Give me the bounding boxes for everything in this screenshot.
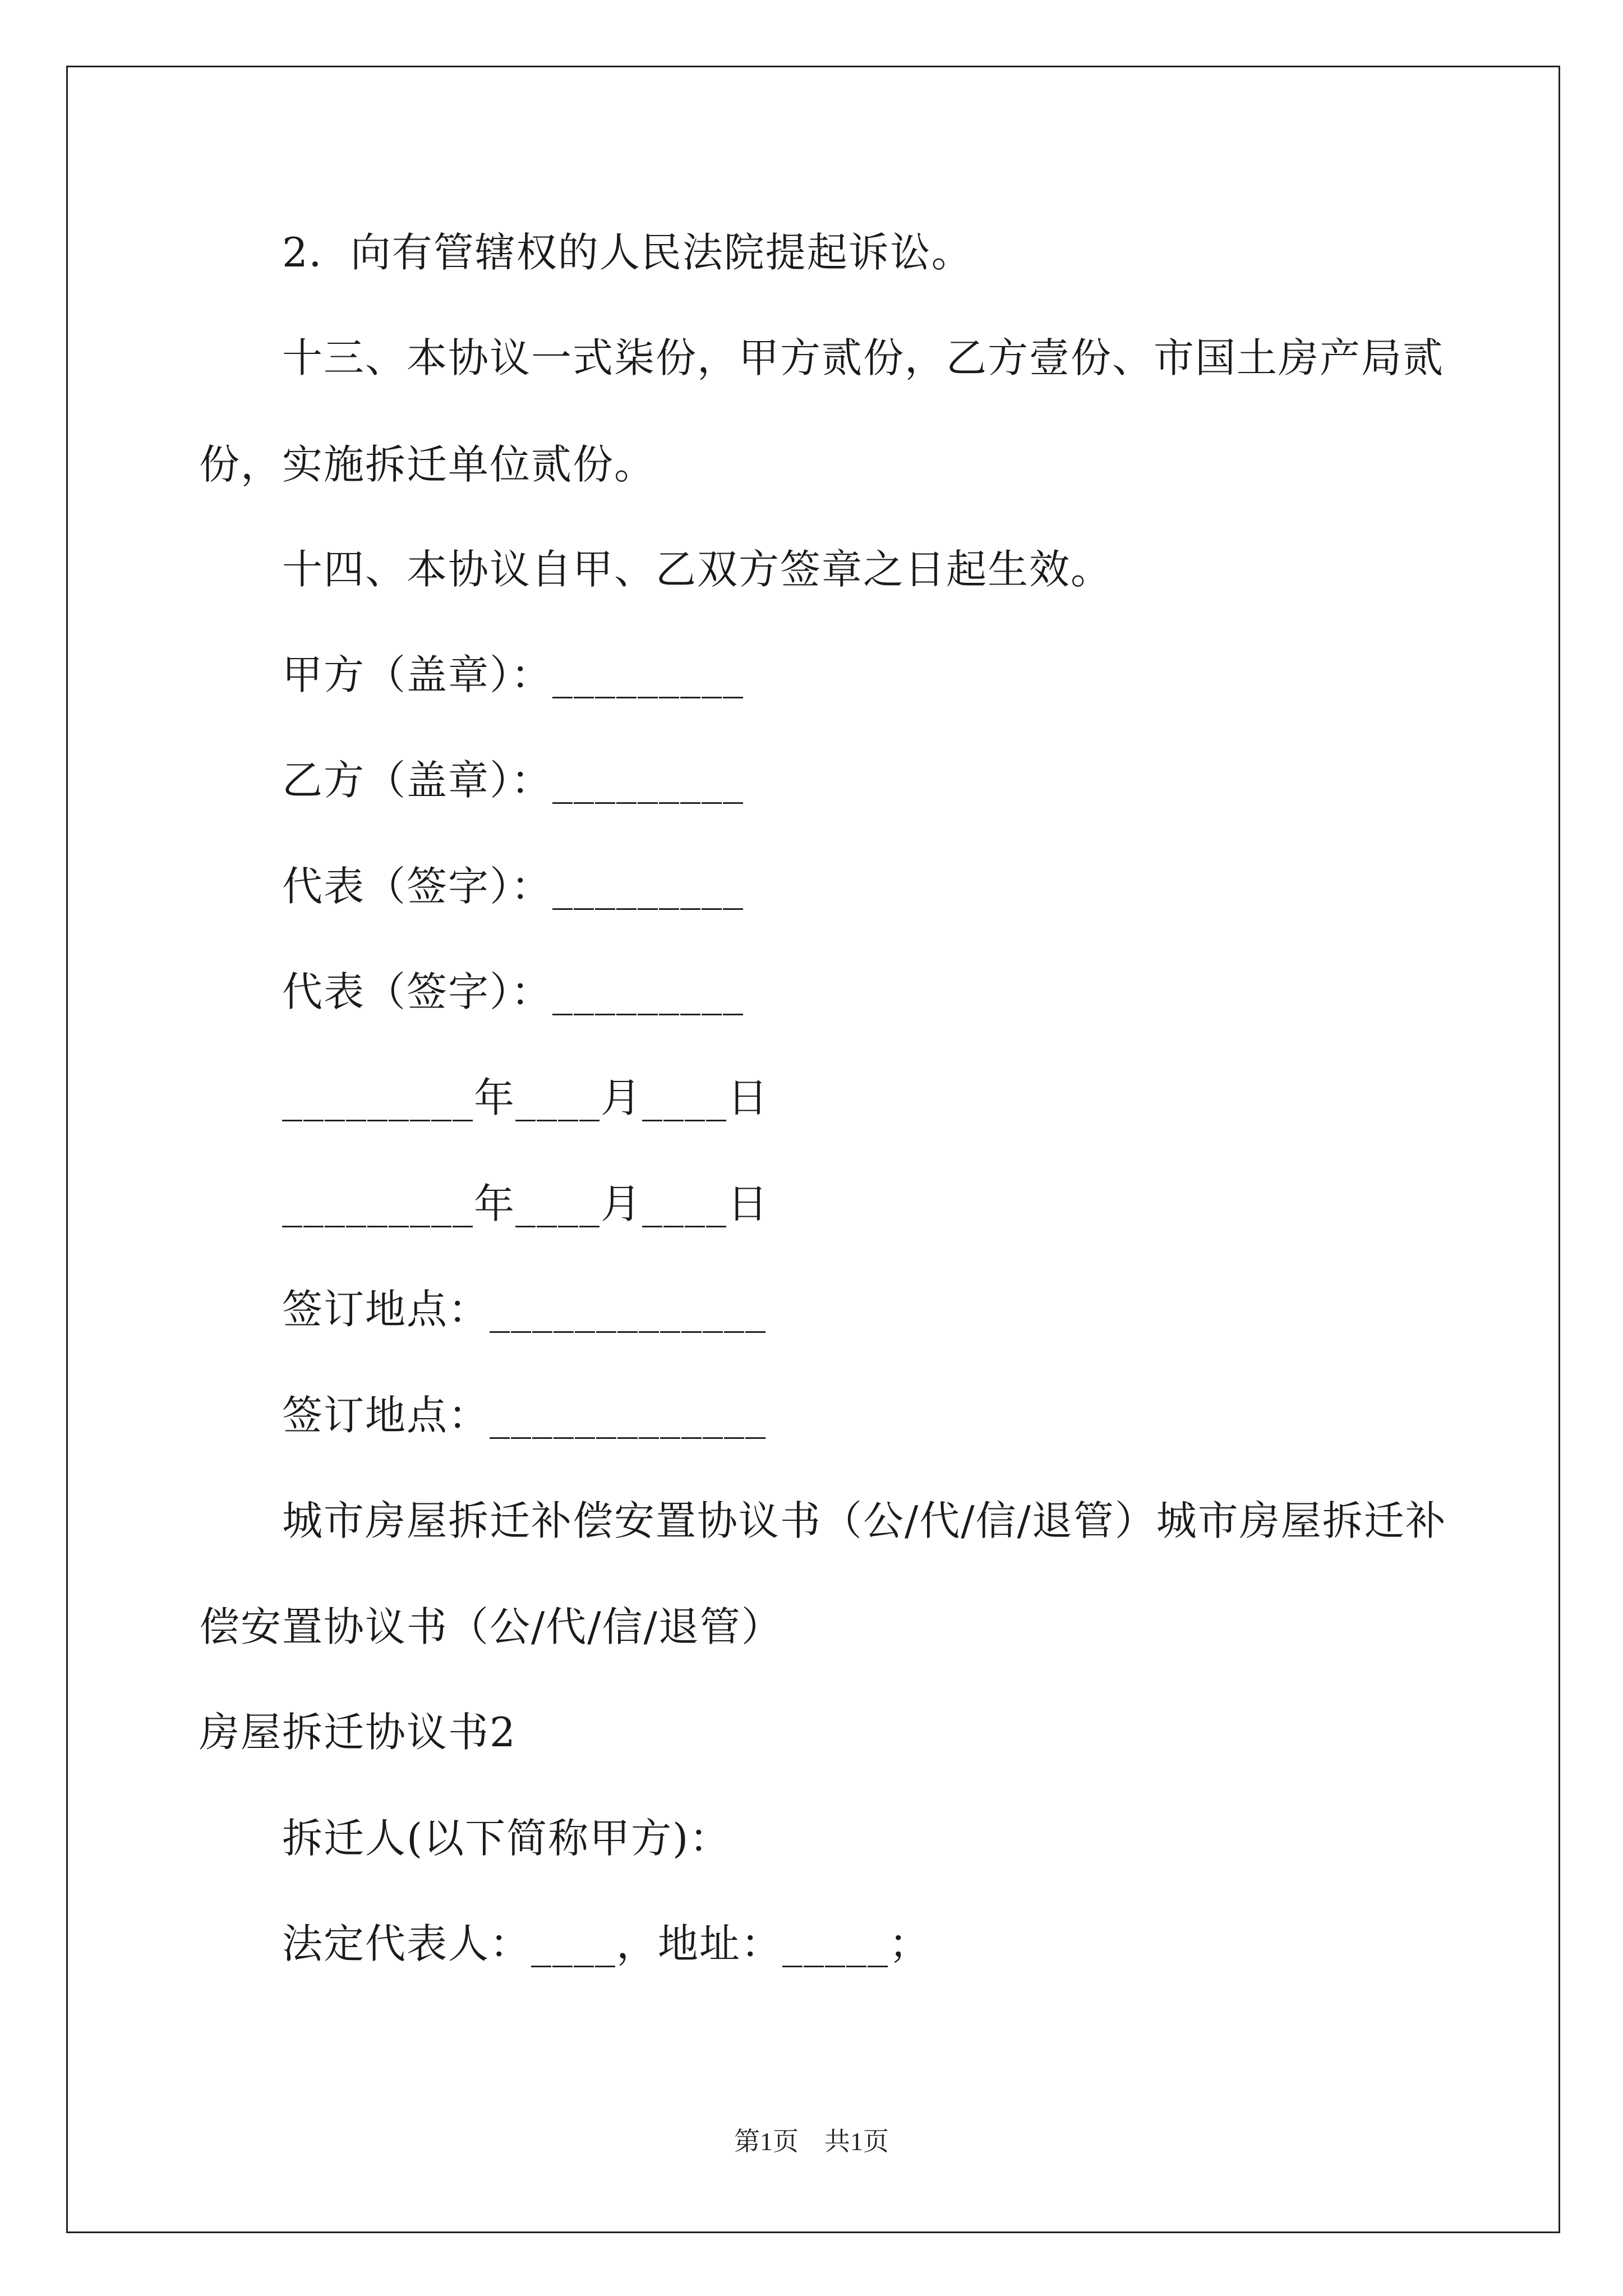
agreement-title-paragraph: 城市房屋拆迁补偿安置协议书（公/代/信/退管）城市房屋拆迁补 — [282, 1497, 1447, 1544]
signing-place-line: 签订地点：_____________ — [282, 1392, 767, 1439]
date-line: _________年____月____日 — [282, 1074, 769, 1121]
clause-litigation: 2．向有管辖权的人民法院提起诉讼。 — [282, 229, 973, 276]
representative-signature-line: 代表（签字）：_________ — [282, 968, 745, 1015]
page-number-footer: 第1页 共1页 — [734, 2127, 889, 2156]
legal-representative-address-line: 法定代表人：____，地址：_____； — [282, 1920, 931, 1967]
party-a-seal-line: 甲方（盖章）：_________ — [282, 651, 745, 698]
date-line: _________年____月____日 — [282, 1180, 769, 1227]
section-heading: 房屋拆迁协议书2 — [199, 1709, 517, 1756]
representative-signature-line: 代表（签字）：_________ — [282, 863, 745, 910]
page-border — [66, 66, 1560, 2233]
clause-13-copies: 十三、本协议一式柒份，甲方贰份，乙方壹份、市国土房产局贰 — [282, 334, 1445, 381]
party-b-seal-line: 乙方（盖章）：_________ — [282, 757, 745, 804]
relocator-party-line: 拆迁人(以下简称甲方)： — [282, 1815, 731, 1862]
clause-13-copies-continued: 份，实施拆迁单位贰份。 — [199, 441, 656, 488]
signing-place-line: 签订地点：_____________ — [282, 1286, 767, 1333]
agreement-title-paragraph-continued: 偿安置协议书（公/代/信/退管） — [199, 1603, 783, 1650]
clause-14-effective: 十四、本协议自甲、乙双方签章之日起生效。 — [282, 546, 1113, 593]
